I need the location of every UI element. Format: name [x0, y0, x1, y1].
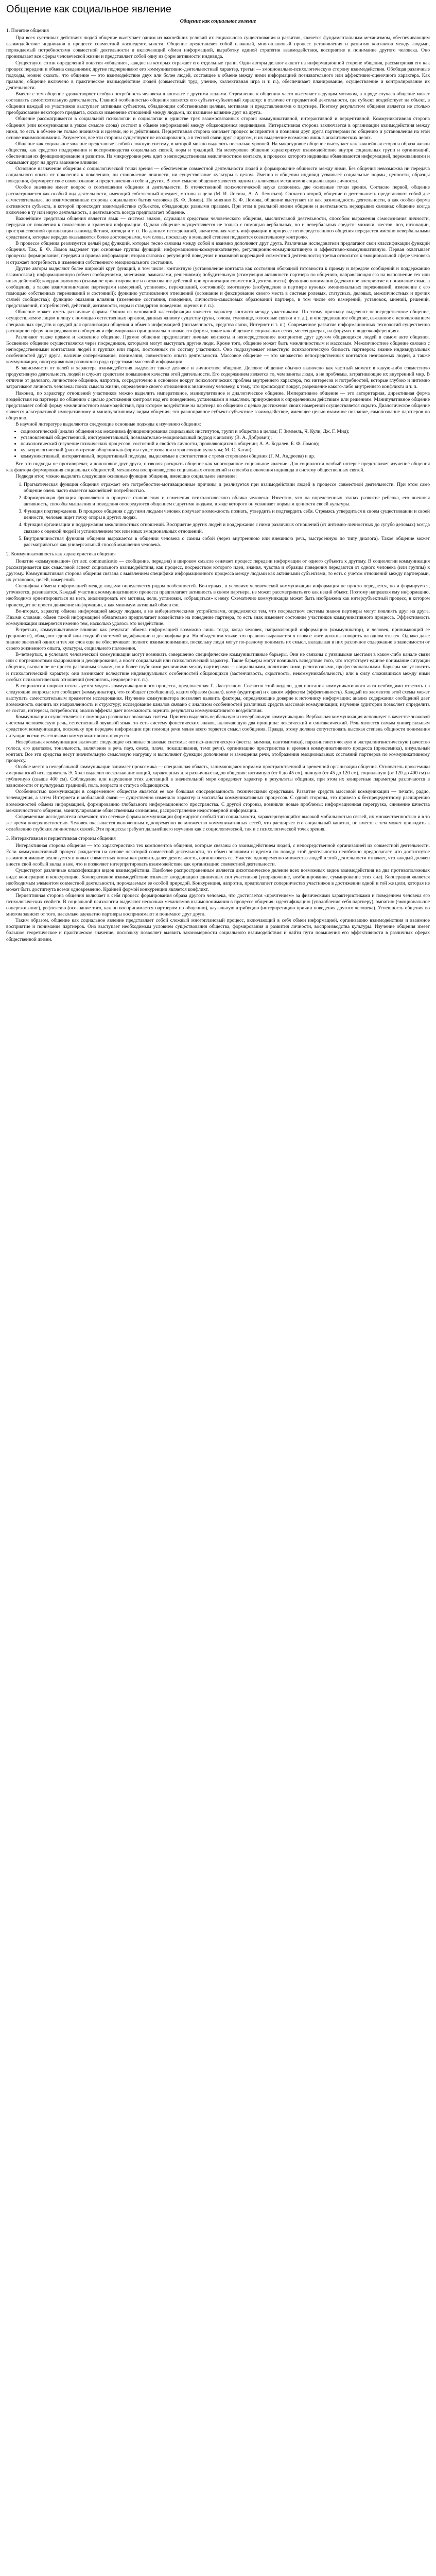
paragraph: Подводя итог, можно выделить следующие основные функции общения, имеющие социальное значение:: [15, 473, 237, 479]
paragraph: Различают также прямое и косвенное общение. Прямое общение предполагает личные контакты и непосредственное восприятие друг другом общающихся людей в самом акте общения. Косвенное общение осуществляется через посредников, которыми могут выступать другие люди. Кроме того, общение может быть межличностным и массовым. Межличностное общение связано с непосредственными контактами людей в группах или парах, постоянных по составу участников. Оно подразумевает известную психологическую близость партнеров: знание индивидуальных особенностей друг друга, наличие сопереживания, понимания, совместного опыта деятельности. Массовое общение — это множество непосредственных контактов незнакомых людей, а также коммуникация, опосредованная различного рода средствами массовой информации.: [6, 334, 430, 365]
approaches-list: [6, 429, 430, 460]
paragraph: При всех суетливых действиях людей общение выступает одним из важнейших условий их социального существования и развития, является фундаментальным механизмом, обеспечивающим взаимодействие индивидов в процессе совместной жизнедеятельности. Общение представляет собой сложный, многоплановый процесс установления и развития контактов между людьми, порождаемый потребностями совместной деятельности и включающий обмен информацией, выработку единой стратегии взаимодействия, восприятие и понимание другого человека. Оно пронизывает все сферы человеческой жизни и представляет собой одну из форм активности индивида.: [6, 35, 430, 60]
paragraph: Понятие «коммуникация» (от лат. communicatio — сообщение, передача) в широком смысле означает процесс передачи информации от одного субъекта к другому. В социологии коммуникация рассматривается как смысловой аспект социального взаимодействия, как процесс, посредством которого идеи, знания, чувства и образцы поведения передаются от одного человека (или группы) к другому. Коммуникативная сторона общения связана с выявлением специфики информационного процесса между людьми как активными субъектами, то есть с учетом отношений между партнерами, их установок, целей, намерений.: [6, 558, 430, 583]
functions-list: [6, 482, 430, 548]
paragraph: Общение может иметь различные формы. Одним из оснований классификации является характер контакта между участниками. По этому признаку выделяют непосредственное общение, осуществляемое лицом к лицу с помощью естественных органов, данных живому существу (руки, голова, туловище, голосовые связки и т. д.), и опосредованное общение, связанное с использованием специальных средств и орудий для организации общения и обмена информацией (письменность, средства связи, Интернет и т. п.). Современное развитие информационных технологий существенно расширило сферу опосредованного общения и сформировало принципиально новые его формы, такие как общение в социальных сетях, мессенджерах, на форумах и видеоконференциях.: [6, 309, 430, 334]
list-item: 5. Внутриличностная функция общения выражается в общении человека с самим собой (через внутреннюю или внешнюю речь, выстроенную по типу диалога). Такое общение может рассматриваться как универсальный способ мышления человека.: [24, 536, 430, 548]
paragraph: Во-вторых, характер обмена информацией между людьми, а не кибернетическими устройствами, определяется тем, что посредством системы знаков партнеры могут повлиять друг на друга. Иными словами, обмен такой информацией обязательно предполагает воздействие на поведение партнера, то есть знак изменяет состояние участников коммуникативного процесса. Эффективность коммуникации измеряется именно тем, насколько удалось это воздействие.: [6, 608, 430, 626]
section-3-body: [6, 843, 430, 943]
section-heading-2: 2. Коммуникативность как характеристика общения: [6, 551, 116, 557]
paragraph: Существуют сотни определений понятия «общение», каждое из которых отражает его отдельные грани. Одни авторы делают акцент на информационной стороне общения, рассматривая его как процесс передачи и обмена сведениями; другие подчеркивают его коммуникативно-деятельностный характер, третьи — эмоционально-психологическую сторону взаимодействия. Обобщая различные подходы, можно сказать, что общение — это взаимодействие двух или более людей, состоящее в обмене между ними информацией познавательного или аффективно-оценочного характера. Как правило, общение включено в практическое взаимодействие людей (совместный труд, учение, коллективная игра и т. п.), обеспечивает планирование, осуществление и контролирование их деятельности.: [6, 60, 430, 91]
paragraph: Существуют различные классификации видов взаимодействия. Наиболее распространенным является дихотомическое деление всех возможных видов взаимодействия на два противоположных вида: кооперацию и конкуренцию. Кооперативное взаимодействие означает координацию единичных сил участников (упорядочение, комбинирование, суммирование этих сил). Кооперация является необходимым элементом совместной деятельности, порождаемым ее особой природой. Конкуренция, напротив, предполагает соперничество участников в достижении одной и той же цели, которая не может быть достигнута всеми одновременно. Крайней формой конкуренции является конфликт.: [6, 868, 430, 892]
paragraph: Невербальная коммуникация включает следующие основные знаковые системы: оптико-кинетическую (жесты, мимика, пантомимика), паралингвистическую и экстралингвистическую (качество голоса, его диапазон, тональность, включение в речь пауз, смеха, плача, покашливания, темп речи), организацию пространства и времени коммуникативного процесса (проксемика), визуальный контакт. Все эти средства несут значительную смысловую нагрузку и выполняют функции дополнения и замещения речи, отображения эмоциональных состояний партнеров по коммуникативному процессу.: [6, 739, 430, 764]
document-page: [0, 0, 436, 948]
section-heading-3: 3. Интерактивная и перцептивная стороны общения: [6, 836, 116, 841]
paragraph: Специфика обмена информацией между людьми определяется рядом особенностей. Во-первых, в условиях человеческой коммуникации информация не просто передается, но и формируется, уточняется, развивается. Каждый участник коммуникативного процесса предполагает активность в своем партнере, не может рассматривать его как некий объект. Поэтому направляя ему информацию, необходимо ориентироваться на него, анализировать его мотивы, цели, установки, «обращаться» к нему. Схематично коммуникация может быть изображена как интерсубъектный процесс, в котором происходит не просто движение информации, а как минимум активный обмен ею.: [6, 583, 430, 608]
document-subtitle: Общение как социальное явление: [180, 19, 256, 24]
paragraph: Перцептивная сторона общения включает в себя процесс формирования образа другого человека, что достигается «прочтением» за физическими характеристиками и поведением человека его психологических свойств. В социальной психологии выделяют несколько механизмов взаимопонимания в процессе общения: идентификацию (уподобление себя партнеру), эмпатию (эмоциональное сопереживание), рефлексию (осознание того, как он воспринимается партнером по общению), каузальную атрибуцию (интерпретацию причин поведения другого человека). Успешность общения во многом зависит от того, насколько адекватно партнеры воспринимают и понимают друг друга.: [6, 892, 430, 918]
list-intro: В научной литературе выделяются следующие основные подходы к изучению общения:: [15, 421, 201, 427]
list-item: • коммуникативный, интерактивный, перцептивный подходы, выделяемые в соответствии с тремя сторонами общения (Г. М. Андреева) и др.: [21, 453, 430, 460]
paragraph: Наконец, по характеру отношений участников можно выделить императивное, манипулятивное и диалогическое общение. Императивное общение — это авторитарная, директивная форма воздействия на партнера по общению с целью достижения контроля над его поведением, установками и мыслями, принуждения к определенным действиям или решениям. Манипулятивное общение представляет собой форму межличностного взаимодействия, при котором воздействие на партнера по общению с целью достижения своих намерений осуществляется скрыто. Диалогическое общение является альтернативой императивному и манипулятивному видам общения; это равноправное субъект-субъектное взаимодействие, имеющее целью взаимное познание, самопознание партнеров по общению.: [6, 390, 430, 421]
section-heading-1: 1. Понятие общения: [6, 28, 49, 34]
paragraph: Другие авторы выделяют более широкий круг функций, в том числе: контактную (установление контакта как состояния обоюдной готовности к приему и передаче сообщений и поддержанию взаимосвязи); информационную (обмен сообщениями, мнениями, замыслами, решениями); побудительную (стимуляция активности партнера по общению, направляющая его на выполнение тех или иных действий); координационную (взаимное ориентирование и согласование действий при организации совместной деятельности); функцию понимания (адекватное восприятие и понимание смысла сообщения, а также взаимопонимание партнерами намерений, установок, переживаний, состояний); эмотивную (возбуждение в партнере нужных эмоциональных переживаний, изменение с его помощью собственных переживаний и состояний); функцию установления отношений (осознание и фиксирование своего места в системе ролевых, статусных, деловых, межличностных и прочих связей сообщества); функцию оказания влияния (изменение состояния, поведения, личностно-смысловых образований партнера, в том числе его намерений, установок, мнений, решений, представлений, потребностей, действий, активности, норм и стандартов поведения, оценок и т. п.).: [6, 265, 430, 309]
paragraph: Особое значение имеет вопрос о соотношении общения и деятельности. В отечественной психологической науке сложились две основные точки зрения. Согласно первой, общение рассматривается как особый вид деятельности, имеющий собственный предмет, мотивы и цели (М. И. Лисина, А. А. Леонтьев). Согласно второй, общение и деятельность представляют собой две самостоятельные, но взаимосвязанные стороны социального бытия человека (Б. Ф. Ломов). По мнению Б. Ф. Ломова, общение выступает не как разновидность деятельности, а как особая форма активности субъекта, в которой происходит взаимодействие субъектов, обладающих равными правами. При этом в реальной жизни общение и деятельность неразрывно связаны: общение всегда включено в ту или иную деятельность, а деятельность всегда предполагает общение.: [6, 184, 430, 215]
paragraph: Таким образом, общение как социальное явление представляет собой сложный многоплановый процесс, включающий в себя обмен информацией, организацию взаимодействия и взаимное восприятие и понимание партнеров. Оно выступает необходимым условием существования общества, формирования и развития личности, воспроизводства культуры. Изучение общения имеет большое теоретическое и практическое значение, поскольку позволяет выявить закономерности социального взаимодействия и найти пути повышения его эффективности в различных сферах общественной жизни.: [6, 918, 430, 942]
paragraph: Общение как социальное явление представляет собой сложную систему, в которой можно выделить несколько уровней. На макроуровне общение выступает как важнейшая сторона образа жизни общества, как средство поддержания и воспроизводства социальных связей, норм и традиций. На мезоуровне общение характеризует взаимодействие внутри социальных групп и организаций, обеспечивая их функционирование и развитие. На микроуровне речь идет о непосредственном межличностном контакте, в процессе которого индивиды обмениваются информацией, переживаниями и оказывают друг на друга взаимное влияние.: [6, 141, 430, 166]
list-item: • установленный общественный, инструментальный, познавательно-эмоциональный подход к анализу (В. А. Добрович);: [21, 435, 430, 441]
paragraph: Важнейшим средством общения является язык — система знаков, служащая средством человеческого общения, мыслительной деятельности, способом выражения самосознания личности, передачи от поколения к поколению и хранения информации. Однако общение осуществляется не только с помощью вербальных, но и невербальных средств: мимики, жестов, поз, интонации, пространственной организации взаимодействия, взгляда и т. п. По данным исследований, значительная часть информации в процессе непосредственного общения передается именно невербальными средствами, которые нередко оказываются более достоверными, чем слова, поскольку в меньшей степени поддаются сознательному контролю.: [6, 215, 430, 241]
section-2-body: [6, 558, 430, 833]
section-1-body: [6, 35, 430, 548]
paragraph: Коммуникация осуществляется с помощью различных знаковых систем. Принято выделять вербальную и невербальную коммуникацию. Вербальная коммуникация использует в качестве знаковой системы человеческую речь, естественный звуковой язык, то есть систему фонетических знаков, включающую два принципа: лексический и синтаксический. Речь является самым универсальным средством коммуникации, поскольку при передаче информации при помощи речи менее всего теряется смысл сообщения. Правда, этому должна сопутствовать высокая степень общности понимания ситуации всеми участниками коммуникативного процесса.: [6, 714, 430, 739]
paragraph: Особое место в невербальной коммуникации занимает проксемика — специальная область, занимающаяся нормами пространственной и временной организации общения. Основатель проксемики американский исследователь Э. Холл выделил несколько дистанций, характерных для различных видов общения: интимную (от 0 до 45 см), личную (от 45 до 120 см), социальную (от 120 до 400 см) и публичную (свыше 400 см). Соблюдение или нарушение этих дистанций в значительной мере определяет характер и результаты общения, при этом их конкретные параметры различаются в зависимости от культурных традиций, пола, возраста и статуса общающихся.: [6, 764, 430, 789]
paragraph: Современные исследователи отмечают, что сетевые формы коммуникации формируют особый тип социальности, характеризующийся высокой мобильностью связей, их множественностью и в то же время поверхностностью. Человек оказывается включенным одновременно во множество коммуникативных сетей, что расширяет его социальный капитал, но вместе с тем может приводить к ослаблению глубоких личностных связей. Эти процессы требуют дальнейшего изучения как с социологической, так и с психологической точек зрения.: [6, 814, 430, 832]
list-item: 4. Функция организации и поддержания межличностных отношений. Восприятие других людей и поддержание с ними различных отношений (от интимно-личностных до сугубо деловых) всегда связано с оценкой людей и установлением тех или иных эмоциональных отношений.: [24, 522, 430, 534]
paragraph: В процессе общения реализуется целый ряд функций, которые тесно связаны между собой и взаимно дополняют друг друга. Различные исследователи предлагают свои классификации функций общения. Так, Б. Ф. Ломов выделяет три основные группы функций: информационно-коммуникативную, регуляционно-коммуникативную и аффективно-коммуникативную. Первая охватывает процессы формирования, передачи и приема информации; вторая связана с регуляцией поведения и взаимной коррекцией совместной деятельности; третья относится к эмоциональной сфере человека и отражает потребность в изменении собственного эмоционального состояния.: [6, 241, 430, 265]
paragraph: Вместе с тем общение удовлетворяет особую потребность человека в контакте с другими людьми. Стремление к общению часто выступает ведущим мотивом, а в ряде случаев общение может составлять самостоятельную деятельность. Главной особенностью общения является его субъект-субъектный характер: в отличие от предметной деятельности, где субъект воздействует на объект, в общении каждый из участников выступает активным субъектом, обладающим собственными целями, мотивами и представлениями о партнере. Поэтому результатом общения является не столько преобразование некоторого предмета, сколько изменение отношений между людьми, их взаимное влияние друг на друга.: [6, 91, 430, 116]
paragraph: Общение рассматривается в социальной психологии и социологии в единстве трех взаимосвязанных сторон: коммуникативной, интерактивной и перцептивной. Коммуникативная сторона общения (или коммуникация в узком смысле слова) состоит в обмене информацией между общающимися индивидами. Интерактивная сторона заключается в организации взаимодействия между ними, то есть в обмене не только знаниями и идеями, но и действиями. Перцептивная сторона означает процесс восприятия и познания друг друга партнерами по общению и установления на этой основе взаимопонимания. Разумеется, все эти стороны существуют не изолированно, а в тесной связи друг с другом, и их выделение возможно лишь в аналитических целях.: [6, 116, 430, 141]
list-item: 2. Формирующая функция проявляется в процессе становления и изменения психологического облика человека. Известно, что на определенных этапах развитие ребенка, его внешняя активность, способы мышления и поведения опосредуются общением с другими людьми, в ходе которого он усваивает нормы и ценности своей культуры.: [24, 495, 430, 507]
page-title: Общение как социальное явление: [6, 4, 172, 15]
paragraph: Интерактивная сторона общения — это характеристика тех компонентов общения, которые связаны со взаимодействием людей, с непосредственной организацией их совместной деятельности. Если коммуникативный процесс рождается на основе некоторой совместной деятельности, то обмен знаниями и идеями по поводу этой деятельности неизбежно предполагает, что достигнутое взаимопонимание реализуется в новых совместных попытках развить далее деятельность, организовать ее. Участие одновременно множества людей в этой деятельности означает, что каждый должен внести свой особый вклад в нее, что и позволяет интерпретировать взаимодействие как организацию совместной деятельности.: [6, 843, 430, 868]
paragraph: Основное назначение общения с социологической точки зрения — обеспечение совместной деятельности людей и формирование общности между ними. Без общения невозможна ни передача социального опыта от поколения к поколению, ни становление личности, ни существование культуры в целом. Именно в общении индивид усваивает социальные нормы, ценности, образцы поведения, формирует свое самосознание и представления о себе и других. В этом смысле общение является одним из ключевых механизмов социализации личности.: [6, 166, 430, 184]
paragraph: В-четвертых, в условиях человеческой коммуникации могут возникать совершенно специфические коммуникативные барьеры. Они не связаны с уязвимыми местами в каком-либо канале связи или с погрешностями кодирования и декодирования, а носят социальный или психологический характер. Такие барьеры могут возникать вследствие того, что отсутствует единое понимание ситуации общения, вызванное не просто различным языком, но и более глубокими различиями между партнерами — социальными, политическими, религиозными, профессиональными. Барьеры могут носить и психологический характер: они возникают вследствие индивидуальных особенностей общающихся (застенчивость, скрытность, некоммуникабельность) или в силу сложившихся между ними особых психологических отношений (неприязнь, недоверие и т. п.).: [6, 652, 430, 683]
list-item: • социологический (анализ общения как механизма функционирования социальных институтов, групп и общества в целом; Г. Зиммель, Ч. Кули, Дж. Г. Мид);: [21, 429, 430, 435]
paragraph: Особенностью коммуникации в современном обществе является ее все большая опосредованность техническими средствами. Развитие средств массовой коммуникации — печати, радио, телевидения, а затем Интернета и мобильной связи — существенно изменило характер и масштабы коммуникативных процессов. С одной стороны, это привело к беспрецедентному расширению возможностей обмена информацией, формированию глобального информационного пространства. С другой стороны, возникли новые проблемы: информационная перегрузка, снижение качества межличностного общения, манипулирование общественным сознанием, распространение недостоверной информации.: [6, 789, 430, 814]
list-item: 3. Функция подтверждения. В процессе общения с другими людьми человек получает возможность познать, утвердить и подтвердить себя. Стремясь утвердиться в своем существовании и своей ценности, человек ищет точку опоры в других людях.: [24, 509, 430, 521]
paragraph: В социологии широко используется модель коммуникационного процесса, предложенная Г. Лассуэллом. Согласно этой модели, для описания коммуникативного акта необходимо ответить на следующие вопросы: кто сообщает (коммуникатор), что сообщает (сообщение), каким образом (канал), кому (аудитория) и с каким эффектом (эффективность). Каждый из элементов этой схемы может выступать самостоятельным предметом исследования. Изучение коммуникатора позволяет выявить факторы, определяющие доверие к источнику информации; анализ содержания сообщений дает возможность оценить их направленность и структуру; исследование каналов связано с анализом особенностей различных средств массовой коммуникации; изучение аудитории позволяет определить ее состав, интересы, потребности; анализ эффекта дает возможность оценить результаты коммуникативного воздействия.: [6, 683, 430, 714]
list-item: • культурологический (рассмотрение общения как формы существования и трансляции культуры; М. С. Каган);: [21, 447, 430, 453]
paragraph: В-третьих, коммуникативное влияние как результат обмена информацией возможно лишь тогда, когда человек, направляющий информацию (коммуникатор), и человек, принимающий ее (реципиент), обладают единой или сходной системой кодификации и декодификации. На обыденном языке это правило выражается в словах: «все должны говорить на одном языке». Однако даже знание значений одних и тех же слов еще не обеспечивает полного взаимопонимания, поскольку люди могут по-разному понимать их смысл, вкладывая в них различное содержание в зависимости от своего жизненного опыта, культуры, социального положения.: [6, 626, 430, 652]
list-item: 1. Прагматическая функция общения отражает его потребностно-мотивационные причины и реализуется при взаимодействии людей в процессе совместной деятельности. При этом само общение очень часто является важнейшей потребностью.: [24, 482, 430, 494]
paragraph: Все эти подходы не противоречат, а дополняют друг друга, позволяя раскрыть общение как многогранное социальное явление. Для социологии особый интерес представляет изучение общения как фактора формирования социальных общностей, механизма воспроизводства социальных отношений и способа включения индивида в систему общественных связей.: [6, 461, 430, 473]
list-item: • психологический (изучение психических процессов, состояний и свойств личности, проявляющихся в общении; А. А. Бодалев, Б. Ф. Ломов);: [21, 441, 430, 447]
paragraph: В зависимости от целей и характера взаимодействия выделяют также деловое и личностное общение. Деловое общение обычно включено как частный момент в какую-либо совместную продуктивную деятельность людей и служит средством повышения качества этой деятельности. Его содержанием является то, чем заняты люди, а не проблемы, затрагивающие их внутренний мир. В отличие от делового, личностное общение, напротив, сосредоточено в основном вокруг психологических проблем внутреннего характера, тех интересов и потребностей, которые глубоко и интимно затрагивают личность человека: поиск смысла жизни, определение своего отношения к значимому человеку, к тому, что происходит вокруг, разрешение какого-либо внутреннего конфликта и т. п.: [6, 365, 430, 390]
